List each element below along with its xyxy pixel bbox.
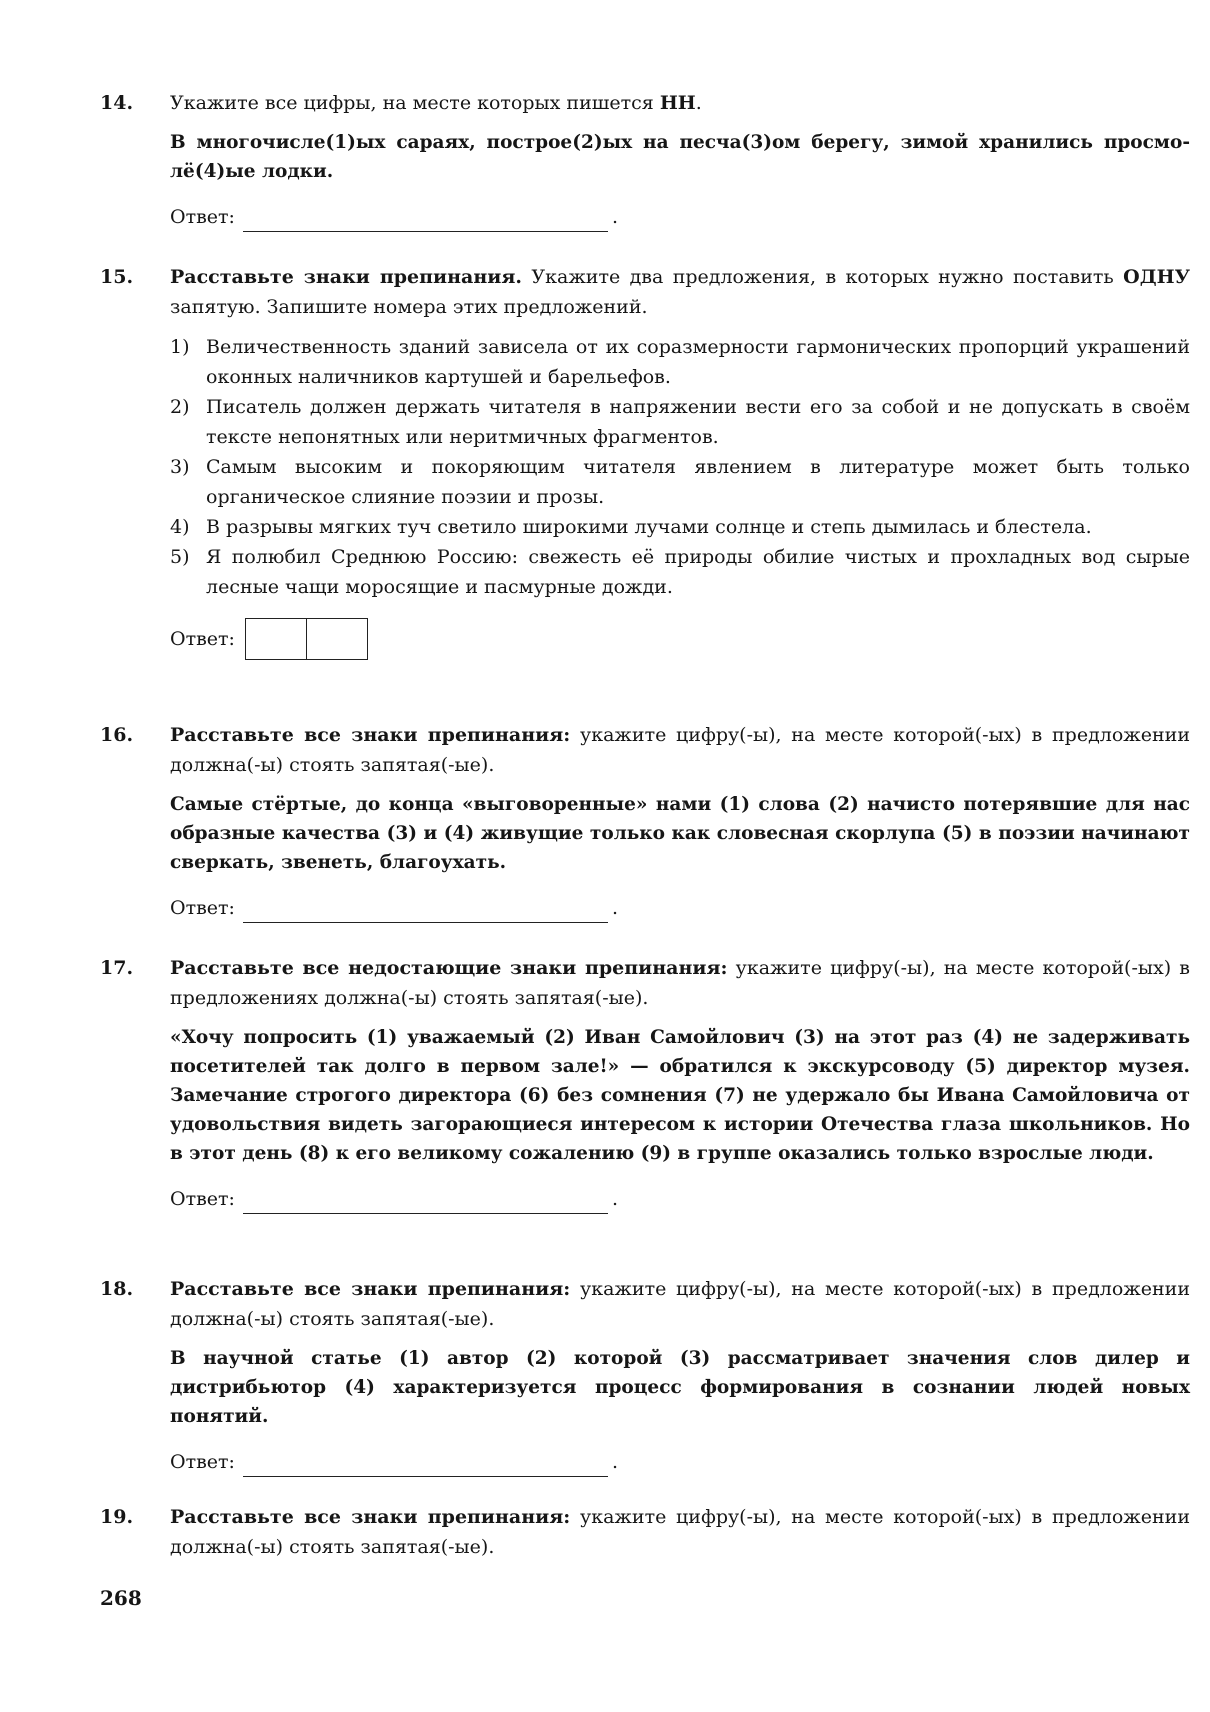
task-text: В многочисле(1)ых сараях, построе(2)ых на песча(3)ом берегу, зимой хранились просмо-лё(4)ые лодки. [170, 132, 1190, 182]
task-number: 16. [100, 724, 134, 746]
list-item: 4) В разрывы мягких туч светило широкими лучами солнце и степь дымилась и блестела. [170, 516, 1092, 538]
answer-row: Ответ: . [170, 1447, 1190, 1477]
answer-row: Ответ: . [170, 202, 1190, 232]
answer-label: Ответ: [170, 628, 235, 650]
task-body [170, 262, 1190, 660]
answer-input-line[interactable] [243, 209, 608, 232]
page-number: 268 [100, 1586, 142, 1610]
task-number: 17. [100, 957, 134, 979]
task-instruction: Укажите все цифры, на месте которых пишется НН. [170, 92, 702, 114]
answer-row: Ответ: . [170, 1184, 1190, 1214]
answer-label: Ответ: [170, 1451, 235, 1473]
list-item: 1) Величественность зданий зависела от их соразмерности гармонических пропорций украшений оконных наличников картушей и барельефов. [170, 336, 1190, 388]
answer-input-line[interactable] [243, 1191, 608, 1214]
task-body [170, 1502, 1190, 1562]
task-body [170, 720, 1190, 923]
task-number: 14. [100, 92, 134, 114]
list-item: 2) Писатель должен держать читателя в напряжении вести его за собой и не допускать в своём тексте непонятных или неритмичных фрагментов. [170, 396, 1190, 448]
task-instruction: Расставьте все знаки препинания: укажите цифру(-ы), на месте которой(-ых) в предложении должна(-ы) стоять запятая(-ые). [170, 1278, 1190, 1330]
task-body [170, 953, 1190, 1214]
options-list [170, 332, 1190, 602]
answer-boxes [245, 618, 368, 660]
task-body [170, 88, 1190, 232]
task-text: В научной статье (1) автор (2) которой (3) рассматривает значения слов дилер и дистрибьютор (4) характеризуется процесс формирования в сознании людей новых понятий. [170, 1348, 1190, 1427]
answer-input-line[interactable] [243, 1454, 608, 1477]
task-instruction: Расставьте все знаки препинания: укажите цифру(-ы), на месте которой(-ых) в предложении должна(-ы) стоять запятая(-ые). [170, 1506, 1190, 1558]
task-number: 15. [100, 266, 134, 288]
task-body [170, 1274, 1190, 1477]
list-item: 3) Самым высоким и покоряющим читателя явлением в литературе может быть только органическое слияние поэзии и прозы. [170, 456, 1190, 508]
answer-label: Ответ: [170, 897, 235, 919]
answer-row [170, 618, 1190, 660]
task-number: 18. [100, 1278, 134, 1300]
task-instruction: Расставьте все недостающие знаки препинания: укажите цифру(-ы), на месте которой(-ых) в предложениях должна(-ы) стоять запятая(-ые). [170, 957, 1190, 1009]
task-number: 19. [100, 1506, 134, 1528]
answer-label: Ответ: [170, 1188, 235, 1210]
task-instruction: Расставьте знаки препинания. Укажите два предложения, в которых нужно поставить ОДНУ запятую. Запишите номера этих предложений. [170, 266, 1190, 318]
task-text: Самые стёртые, до конца «выговоренные» нами (1) слова (2) начисто потерявшие для нас образные качества (3) и (4) живущие только как словесная скорлупа (5) в поэзии начинают сверкать, звенеть, благоухать. [170, 794, 1190, 873]
answer-box-2[interactable] [307, 618, 368, 660]
answer-box-1[interactable] [245, 618, 307, 660]
task-instruction: Расставьте все знаки препинания: укажите цифру(-ы), на месте которой(-ых) в предложении должна(-ы) стоять запятая(-ые). [170, 724, 1190, 776]
answer-input-line[interactable] [243, 900, 608, 923]
task-text: «Хочу попросить (1) уважаемый (2) Иван Самойлович (3) на этот раз (4) не задерживать посетителей так долго в первом зале!» — обратился к экскурсоводу (5) директор музея. Замечание строгого директора (6) без сомнения (7) не удержало бы Ивана Самойловича от удовольствия видеть загорающиеся интересом к истории Отечества глаза школьников. Но в этот день (8) к его великому сожалению (9) в группе оказались только взрослые люди. [170, 1027, 1190, 1164]
list-item: 5) Я полюбил Среднюю Россию: свежесть её природы обилие чистых и прохладных вод сырые лесные чащи моросящие и пасмурные дожди. [170, 546, 1190, 598]
answer-label: Ответ: [170, 206, 235, 228]
answer-row: Ответ: . [170, 893, 1190, 923]
